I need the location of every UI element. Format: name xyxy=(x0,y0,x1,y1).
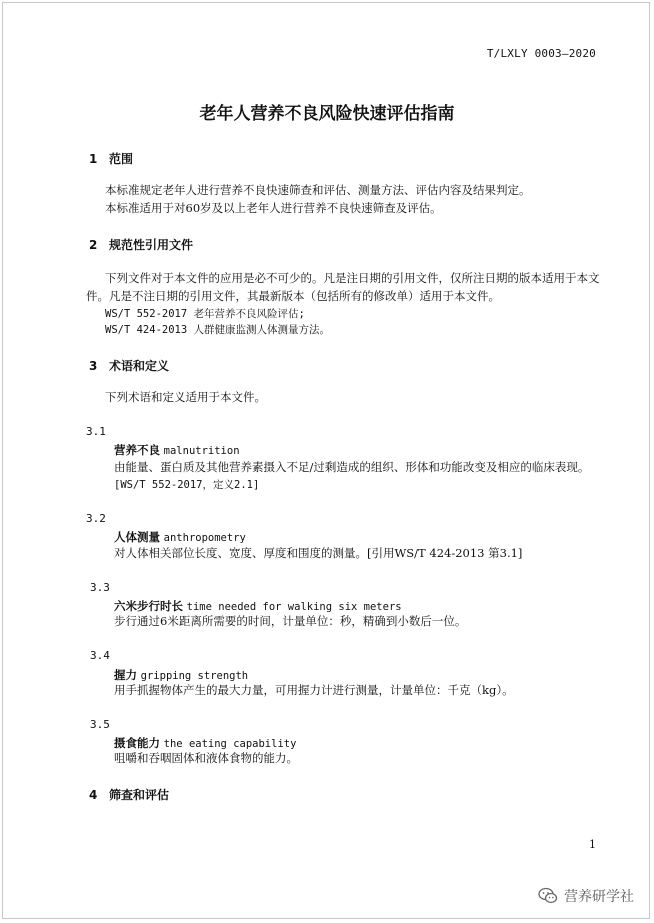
section-4-title: 筛查和评估 xyxy=(109,788,170,802)
term-3-5-definition: 咀嚼和吞咽固体和液体食物的能力。 xyxy=(114,751,298,765)
term-3-4-chinese: 握力 xyxy=(114,668,137,682)
term-3-1-reference: [WS/T 552-2017，定义2.1] xyxy=(114,479,260,491)
term-3-3-english: time needed for walking six meters xyxy=(186,601,402,613)
term-3-4-number: 3.4 xyxy=(90,649,110,662)
section-4-heading xyxy=(89,786,169,803)
section-2-heading xyxy=(89,236,193,253)
section-3-heading xyxy=(89,357,169,374)
section-2-paragraph: 下列文件对于本文件的应用是必不可少的。凡是注日期的引用文件，仅所注日期的版本适用于本文件。凡是不注日期的引用文件，其最新版本（包括所有的修改单）适用于本文件。 xyxy=(86,271,600,303)
reference-ws-t-424: WS/T 424-2013 人群健康监测人体测量方法。 xyxy=(105,324,331,336)
section-3-intro: 下列术语和定义适用于本文件。 xyxy=(105,390,266,404)
term-3-1-definition: 由能量、蛋白质及其他营养素摄入不足/过剩造成的组织、形体和功能改变及相应的临床表现。 xyxy=(114,460,590,474)
term-3-5-number: 3.5 xyxy=(90,718,110,731)
term-3-5-english: the eating capability xyxy=(163,738,297,750)
section-2-title: 规范性引用文件 xyxy=(109,238,194,252)
document-title: 老年人营养不良风险快速评估指南 xyxy=(199,104,455,124)
term-3-2-chinese: 人体测量 xyxy=(114,530,160,544)
term-3-1-english: malnutrition xyxy=(163,445,240,457)
section-1-paragraph-2: 本标准适用于对60岁及以上老年人进行营养不良快速筛查及评估。 xyxy=(105,201,442,215)
term-3-3-number: 3.3 xyxy=(90,581,110,594)
term-3-4-english: gripping strength xyxy=(140,670,249,682)
term-3-3-heading xyxy=(114,598,402,614)
standard-code: T/LXLY 0003—2020 xyxy=(486,47,596,60)
term-3-5-chinese: 摄食能力 xyxy=(114,736,160,750)
term-3-3-definition: 步行通过6米距离所需要的时间，计量单位：秒，精确到小数后一位。 xyxy=(114,614,467,628)
section-2-number: 2 xyxy=(89,238,98,252)
section-1-heading xyxy=(89,150,133,167)
section-3-number: 3 xyxy=(89,359,98,373)
section-3-title: 术语和定义 xyxy=(109,359,170,373)
term-3-2-heading xyxy=(114,529,246,545)
section-1-number: 1 xyxy=(89,152,98,166)
watermark-text: 营养研学社 xyxy=(564,889,634,905)
term-3-2-definition: 对人体相关部位长度、宽度、厚度和围度的测量。[引用WS/T 424-2013 第3.1] xyxy=(114,546,523,560)
term-3-2-english: anthropometry xyxy=(163,532,246,544)
term-3-3-chinese: 六米步行时长 xyxy=(114,599,183,613)
page-number: 1 xyxy=(589,838,596,851)
term-3-1-number: 3.1 xyxy=(86,425,106,438)
wechat-icon xyxy=(538,887,558,905)
section-1-title: 范围 xyxy=(109,152,134,166)
term-3-4-definition: 用手抓握物体产生的最大力量，可用握力计进行测量，计量单位：千克（kg）。 xyxy=(114,683,514,697)
watermark xyxy=(538,886,634,906)
reference-ws-t-552: WS/T 552-2017 老年营养不良风险评估; xyxy=(105,308,305,320)
term-3-4-heading xyxy=(114,667,248,683)
term-3-1-heading xyxy=(114,442,240,458)
term-3-1-chinese: 营养不良 xyxy=(114,443,160,457)
term-3-2-number: 3.2 xyxy=(86,512,106,525)
section-1-paragraph-1: 本标准规定老年人进行营养不良快速筛查和评估、测量方法、评估内容及结果判定。 xyxy=(105,183,531,197)
term-3-5-heading xyxy=(114,735,296,751)
section-4-number: 4 xyxy=(89,788,98,802)
